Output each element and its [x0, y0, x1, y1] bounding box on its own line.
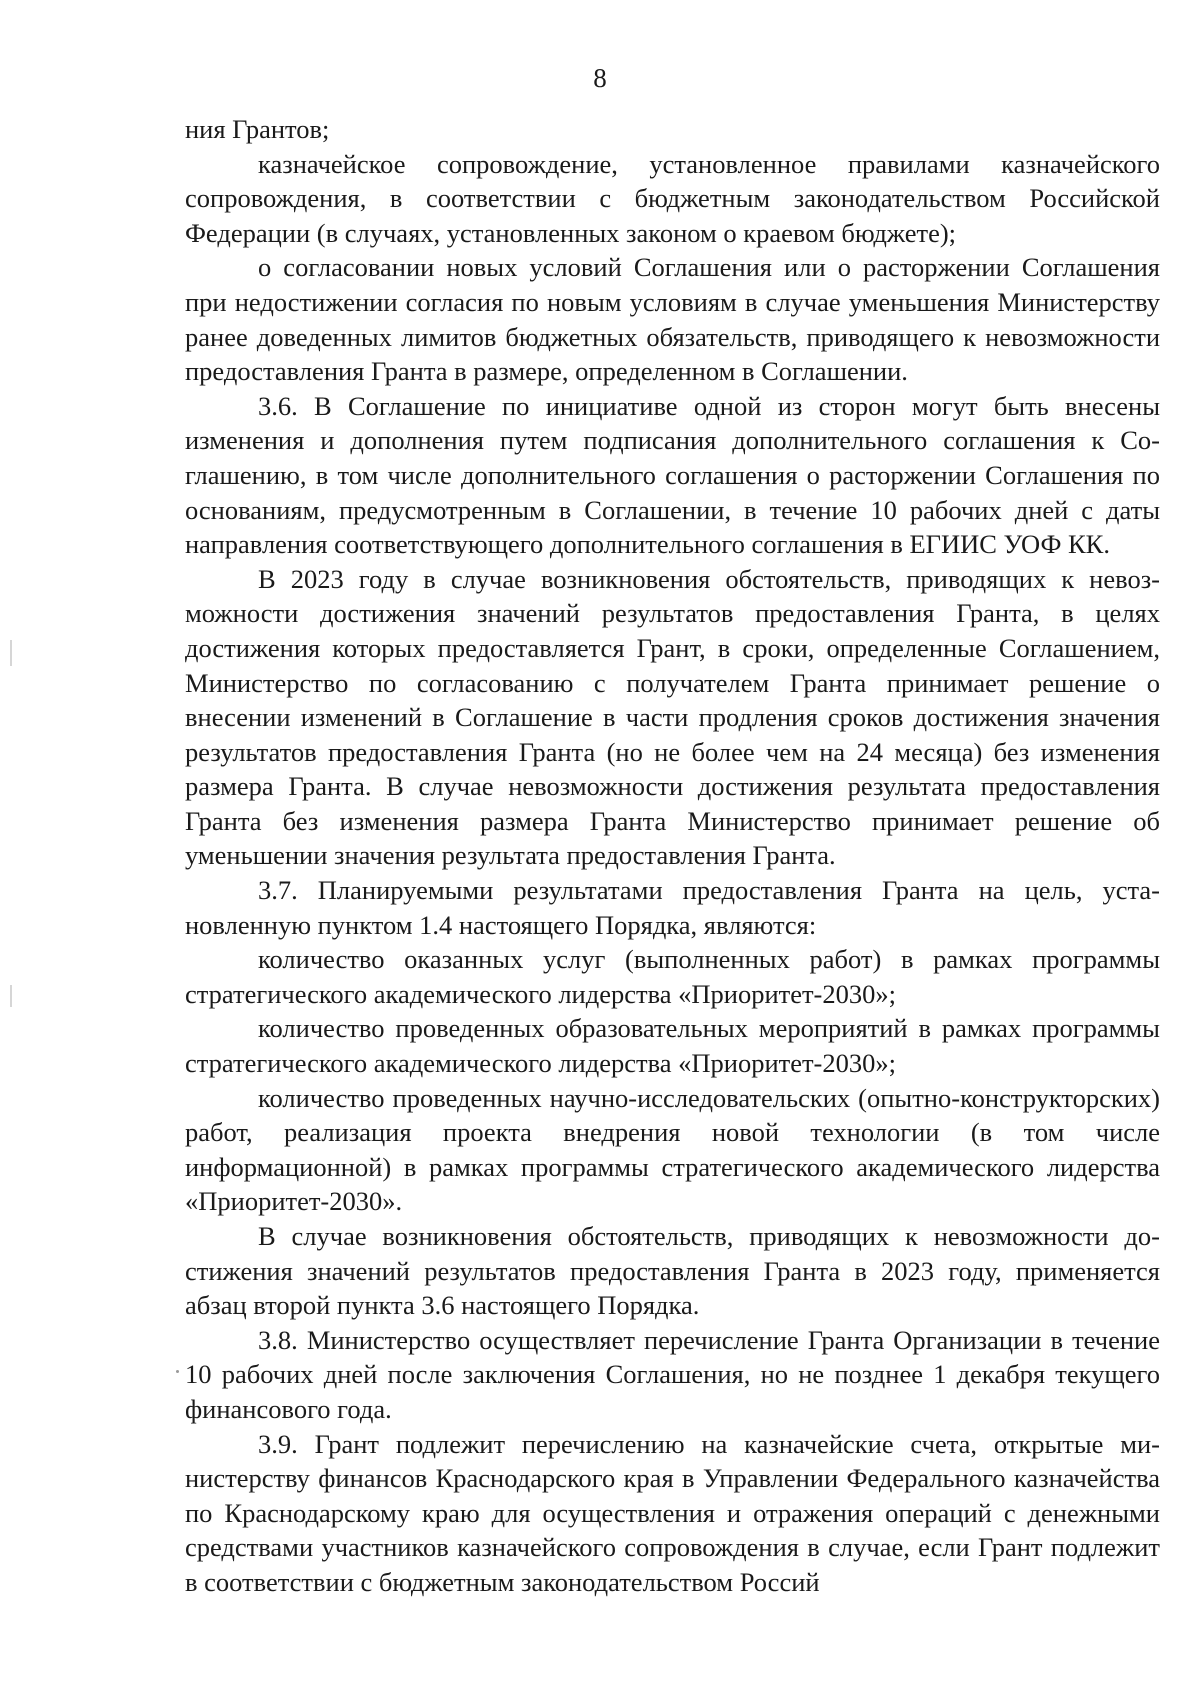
- scan-margin-mark: [10, 640, 12, 666]
- paragraph-continuation: ния Грантов;: [185, 114, 330, 144]
- paragraph-clause-3-7: 3.7. Планируемыми результатами предоставления Гранта на цель, установленную пунктом 1.4 настоящего Порядка, являются:: [185, 875, 1160, 940]
- paragraph-clause-3-8: 3.8. Министерство осуществляет перечисление Гранта Организации в течение 10 рабочих дней после заключения Соглашения, но не позднее 1 декабря текущего финансового года.: [185, 1324, 1160, 1424]
- page-number: 8: [593, 63, 607, 93]
- paragraph-result-events: количество проведенных образовательных мероприятий в рамках программы стратегического академического лидерства «Приоритет-2030»;: [185, 1013, 1160, 1079]
- paragraph-2023-extension: В 2023 году в случае возникновения обстоятельств, приводящих к невозможности достижения значений результатов предоставления Гранта, в целях достижения которых предоставляется Грант, в сроки, определенные Соглашением, Министерство по согласованию с получателем Гранта принимает решение о внесении изменений в Соглашение в части продления сроков достижения значения результатов предоставления Гранта (но не более чем на 24 месяца) без изменения размера Гранта. В случае невозможности достижения результата предоставления Гранта без изменения размера Гранта Министерство принимает решение об уменьшении значения результата предоставления Гранта.: [185, 563, 1160, 871]
- paragraph-circumstances: В случае возникновения обстоятельств, приводящих к невозможности достижения значений результатов предоставления Гранта в 2023 году, применяется абзац второй пункта 3.6 настоящего Порядка.: [185, 1221, 1160, 1321]
- paragraph-clause-3-9: 3.9. Грант подлежит перечислению на казначейские счета, открытые министерству финансов Краснодарского края в Управлении Федерального казначейства по Краснодарскому краю для осуществления и отражения операций с денежными средствами участников казначейского сопровождения в случае, если Грант подлежит в соответствии с бюджетным законодательством Россий: [185, 1428, 1160, 1597]
- document-body: [185, 112, 1160, 1600]
- scan-margin-mark: [10, 985, 12, 1007]
- scan-speck: [176, 1370, 179, 1373]
- paragraph-result-research: количество проведенных научно-исследовательских (опытно-конструкторских) работ, реализация проекта внедрения новой технологии (в том числе информационной) в рамках программы стратегического академического лидерства «Приоритет-2030».: [185, 1082, 1160, 1217]
- paragraph-new-conditions: о согласовании новых условий Соглашения или о расторжении Соглашения при недостижении согласия по новым условиям в случае уменьшения Министерству ранее доведенных лимитов бюджетных обязательств, приводящего к невозможности предоставления Гранта в размере, определенном в Соглашении.: [185, 252, 1160, 387]
- paragraph-treasury-support: казначейское сопровождение, установленное правилами казначейского сопровождения, в соответствии с бюджетным законодательством Российской Федерации (в случаях, установленных законом о краевом бюджете);: [185, 148, 1160, 248]
- paragraph-result-services: количество оказанных услуг (выполненных работ) в рамках программы стратегического академического лидерства «Приоритет-2030»;: [185, 944, 1160, 1009]
- paragraph-clause-3-6: 3.6. В Соглашение по инициативе одной из сторон могут быть внесены изменения и дополнения путем подписания дополнительного соглашения к Соглашению, в том числе дополнительного соглашения о расторжении Соглашения по основаниям, предусмотренным в Соглашении, в течение 10 рабочих дней с даты направления соответствующего дополнительного соглашения в ЕГИИС УОФ КК.: [185, 390, 1160, 560]
